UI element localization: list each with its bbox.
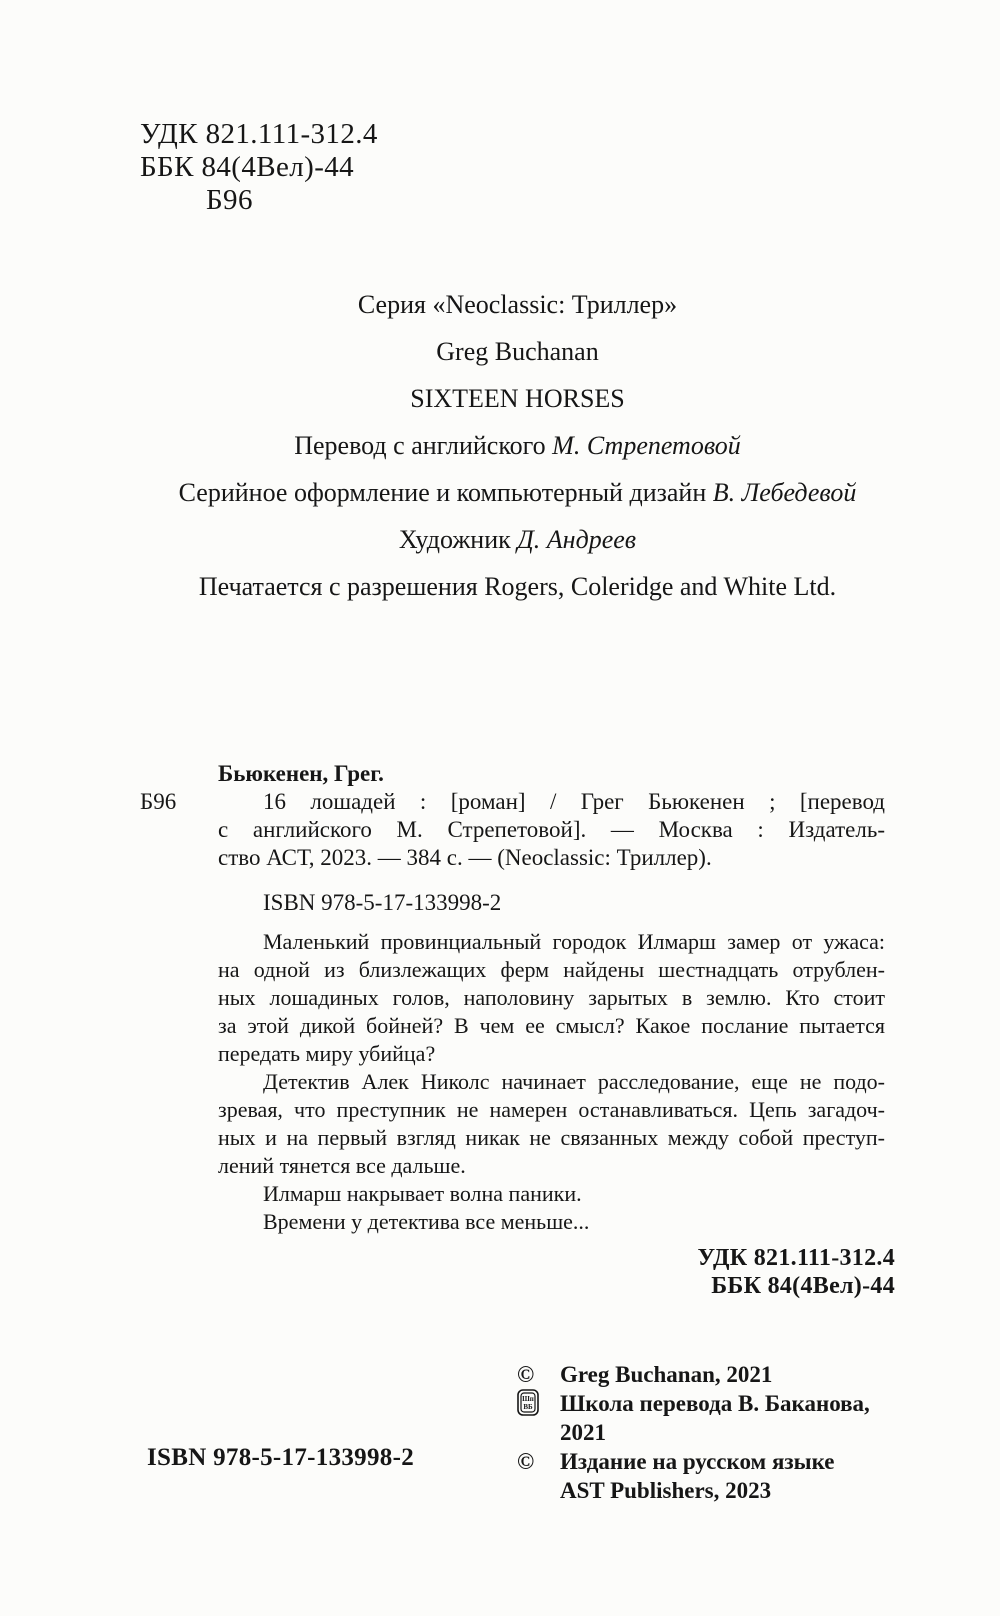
- copyright-symbol: ©: [517, 1449, 535, 1474]
- annotation-paragraph: [218, 1068, 885, 1180]
- copyright-line: [517, 1447, 895, 1476]
- copyright-block: [517, 1360, 895, 1505]
- annotation-line: за этой дикой бойней? В чем ее смысл? Какое послание пытается: [218, 1013, 885, 1038]
- copyright-text: Издание на русском языке: [560, 1449, 835, 1474]
- annotation-line: зревая, что преступник не намерен останавливаться. Цепь загадоч-: [218, 1097, 885, 1122]
- original-title: SIXTEEN HORSES: [410, 384, 625, 413]
- imprint-block: [140, 281, 895, 610]
- copyright-line: [517, 1476, 895, 1505]
- annotation-line: лений тянется все дальше.: [218, 1153, 466, 1178]
- annotation-line: ных лошадиных голов, наполовину зарытых в землю. Кто стоит: [218, 985, 885, 1010]
- annotation-paragraph: [218, 928, 885, 1068]
- bibliographic-record: [140, 760, 885, 917]
- annotation-line: Маленький провинциальный городок Илмарш замер от ужаса:: [263, 929, 885, 954]
- footer-udk-code: УДК 821.111-312.4: [697, 1245, 895, 1271]
- copyright-text: AST Publishers, 2023: [560, 1478, 772, 1503]
- design-credit: [140, 469, 895, 516]
- bbk-code: ББК 84(4Вел)-44: [140, 151, 355, 183]
- bib-line: ство АСТ, 2023. — 384 с. — (Neoclassic: Триллер).: [218, 845, 712, 870]
- design-credit-prefix: Серийное оформление и компьютерный дизайн: [178, 478, 713, 507]
- svg-text:ВБ: ВБ: [523, 1403, 533, 1411]
- permission-note: Печатается с разрешения Rogers, Coleridge and White Ltd.: [198, 572, 837, 601]
- copyright-line: [517, 1389, 895, 1447]
- bib-description: [140, 788, 885, 872]
- isbn-number: ISBN 978-5-17-133998-2: [263, 890, 502, 915]
- bakanov-school-logo-icon: [517, 1389, 560, 1447]
- udk-code: УДК 821.111-312.4: [140, 118, 378, 150]
- bib-author-heading: Бьюкенен, Грег.: [218, 761, 384, 786]
- annotation-paragraph: Времени у детектива все меньше...: [263, 1209, 590, 1234]
- original-author: Greg Buchanan: [436, 337, 599, 366]
- annotation-line: Детектив Алек Николс начинает расследование, еще не подо-: [263, 1069, 885, 1094]
- classification-codes: [140, 118, 895, 217]
- footer-isbn-number: ISBN 978-5-17-133998-2: [147, 1444, 415, 1471]
- footer-bbk-code: ББК 84(4Вел)-44: [711, 1273, 895, 1299]
- bib-line: 16 лошадей : [роман] / Грег Бьюкенен ; [перевод: [263, 789, 885, 814]
- copyright-line: [517, 1360, 895, 1389]
- annotation-block: [218, 928, 885, 1236]
- copyright-symbol-empty: [517, 1476, 560, 1505]
- svg-text:Шп: Шп: [522, 1395, 534, 1403]
- bib-author-sign: Б96: [140, 789, 177, 814]
- translation-credit: [140, 422, 895, 469]
- copyright-text: Школа перевода В. Баканова, 2021: [560, 1391, 870, 1445]
- annotation-line: на одной из близлежащих ферм найдены шестнадцать отрублен-: [218, 957, 885, 982]
- copyright-text: Greg Buchanan, 2021: [560, 1362, 773, 1387]
- bib-line: с английского М. Стрепетовой]. — Москва : Издатель-: [218, 817, 885, 842]
- series-title: Серия «Neoclassic: Триллер»: [357, 290, 678, 319]
- bottom-section: [140, 1360, 895, 1503]
- artist-credit-prefix: Художник: [398, 525, 518, 554]
- copyright-symbol: ©: [517, 1362, 535, 1387]
- footer-classification-codes: [140, 1244, 895, 1300]
- translator-name: М. Стрепетовой: [552, 431, 741, 460]
- designer-name: В. Лебедевой: [712, 478, 857, 507]
- artist-credit: [140, 516, 895, 563]
- artist-name: Д. Андреев: [517, 525, 637, 554]
- annotation-paragraph: Илмарш накрывает волна паники.: [263, 1181, 582, 1206]
- annotation-line: передать миру убийца?: [218, 1041, 436, 1066]
- annotation-line: ных и на первый взгляд никак не связанных между собой преступ-: [218, 1125, 885, 1150]
- translation-credit-prefix: Перевод с английского: [294, 431, 553, 460]
- author-sign-code: Б96: [206, 184, 253, 216]
